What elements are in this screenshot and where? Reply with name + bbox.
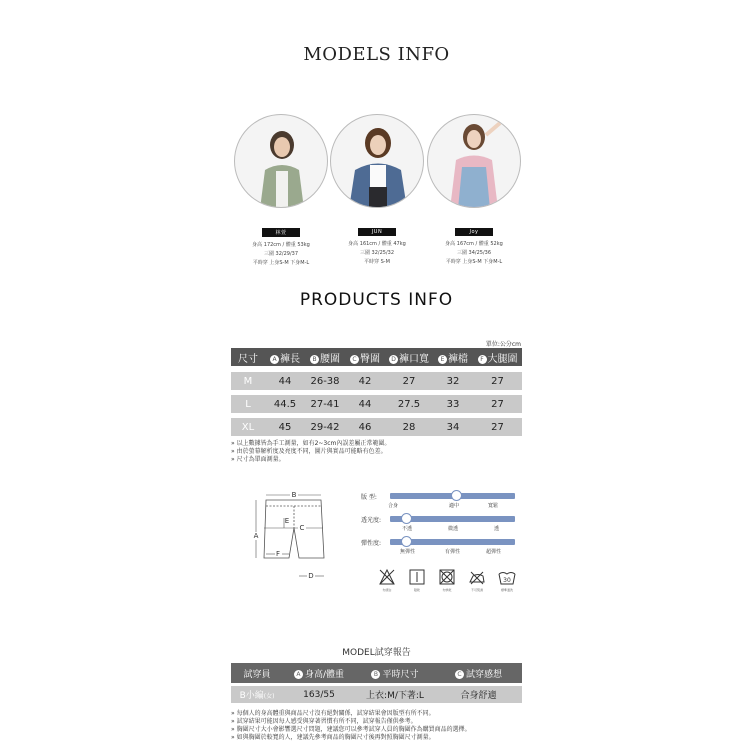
care-label: 陰乾 [413,588,420,592]
no-bleach-icon [378,568,396,586]
note-line: » 尺寸為單面測量。 [231,456,285,463]
tick-label: 有彈性 [445,549,461,555]
tick-label: 無彈性 [400,549,416,555]
care-label: 不可熨燙 [470,588,483,592]
table-row [231,418,522,436]
model-photo [427,114,521,208]
cell-rise: 33 [446,398,460,410]
model-measurements: 三圍 34/25/36 [456,250,492,256]
cell-thigh: 27 [491,375,504,387]
model-name: Joy [455,228,493,236]
size-table-header [231,348,522,366]
model-height-weight: 身高 161cm / 體重 47kg [348,241,406,247]
care-label: 勿烘乾 [442,588,452,592]
table-row [231,395,522,413]
cell-length: 45 [278,421,292,433]
cell-size: L [245,398,251,410]
tick-label: 不透 [402,526,413,532]
header-length: A 褲長 [265,350,305,365]
cell-hw: 163/55 [303,689,335,700]
header-size: 尺寸 [238,353,258,365]
cell-hip: 42 [358,375,372,387]
model-photo [330,114,424,208]
cell-tester: B小編(女) [239,691,275,701]
cell-waist: 29-42 [310,421,340,433]
note-line: » 以上數據皆為手工測量，如有2~3cm內誤差屬正常範圍。 [231,440,391,447]
cell-size: M [243,375,253,387]
fit-scale-knob [451,490,462,501]
cell-rise: 32 [446,375,460,387]
tick-label: 合身 [388,503,399,509]
stretch-scale-label: 彈性度: [361,540,382,547]
header-hw: A 身高/體重 [283,667,355,680]
stretch-scale-knob [401,536,412,547]
model-usual-size: 平時穿 上身S-M 下身M-L [252,260,310,266]
cell-length: 44.5 [273,398,297,410]
header-tester: 試穿員 [243,669,271,680]
wash-30-icon [498,568,516,586]
note-line: » 試穿結果可能因每人感受與穿著習慣有所不同，試穿報告僅供參考。 [231,718,417,725]
products-title: PRODUCTS INFO [299,290,454,310]
size-table [231,348,522,436]
cell-hem: 27 [402,375,416,387]
model-name: JUN [358,228,396,236]
header-rise: E 褲檔 [433,350,473,365]
models-title: MODELS INFO [303,44,450,65]
header-feel: C 試穿感想 [435,667,522,680]
model-measurements: 三圍 32/25/32 [359,250,395,256]
header-waist: B 腰圍 [305,350,345,365]
cell-thigh: 27 [491,398,504,410]
hang-dry-icon [408,568,426,586]
note-line: » 每個人的身高體重與商品尺寸沒有絕對關係，試穿結果會因版型有所不同。 [231,710,435,717]
model-name: 林萱 [262,228,300,237]
cell-hem: 27.5 [397,398,421,410]
model-height-weight: 身高 167cm / 體重 52kg [445,241,503,247]
measure-notes [231,440,390,464]
cell-hip: 44 [358,398,372,410]
fit-scale-label: 版 型: [361,494,377,501]
header-hip: C 臀圍 [345,350,385,365]
header-usual-size: B 平時尺寸 [355,667,435,680]
care-label: 標準溫洗 [500,588,513,592]
report-notes [231,710,471,742]
cell-length: 44 [278,375,292,387]
tick-label: 寬鬆 [488,503,499,509]
shorts-measure-diagram [244,488,354,583]
tick-label: 適中 [449,503,460,509]
model-usual-size: 平時穿 S-M [364,259,390,265]
model-measurements: 三圍 32/29/37 [263,251,299,257]
cell-thigh: 27 [491,421,504,433]
sheer-scale-knob [401,513,412,524]
label-d: D [308,572,314,580]
unit-label: 單位:公分cm [485,341,521,348]
sheer-scale-label: 透光度: [361,517,382,524]
no-iron-icon [468,568,486,586]
report-row [231,686,522,703]
cell-feel: 合身舒適 [460,691,497,701]
label-e: E [284,517,290,525]
model-photo [234,114,328,208]
report-title: MODEL試穿報告 [342,648,411,658]
cell-hip: 46 [358,421,372,433]
cell-hem: 28 [402,421,416,433]
tick-label: 超彈性 [486,549,502,555]
label-f: F [275,550,281,558]
cell-size: XL [241,421,255,433]
care-label: 勿漂白 [382,588,392,592]
label-b: B [291,491,297,499]
cell-rise: 34 [446,421,460,433]
cell-waist: 27-41 [310,398,340,410]
cell-usual-size: 上衣:M/下著:L [366,691,424,701]
model-usual-size: 平時穿 上身S-M 下身M-L [445,259,503,265]
note-line: » 胸圍尺寸大小會影響選尺寸問題，建議您可以參考試穿人員的胸圍作為購買商品的選擇。 [231,726,471,733]
label-c: C [299,524,305,532]
model-card [414,114,534,267]
no-tumble-dry-icon [438,568,456,586]
report-header [231,663,522,683]
tick-label: 微透 [448,526,459,532]
note-line: » 如與胸圍於較寬的人，建議先參考商品的胸圍尺寸後再對照胸圍尺寸測量。 [231,734,435,741]
wash-temp: 30 [503,577,511,584]
header-hem: D 褲口寬 [385,350,433,365]
header-thigh: F 大腿圍 [473,350,522,365]
table-row [231,372,522,390]
tick-label: 透 [494,526,500,532]
cell-waist: 26-38 [310,375,340,387]
note-line: » 由於螢幕解析度及亮度不同，圖片與實品可能略有色差。 [231,448,387,455]
label-a: A [253,532,259,540]
model-height-weight: 身高 172cm / 體重 53kg [252,242,310,248]
